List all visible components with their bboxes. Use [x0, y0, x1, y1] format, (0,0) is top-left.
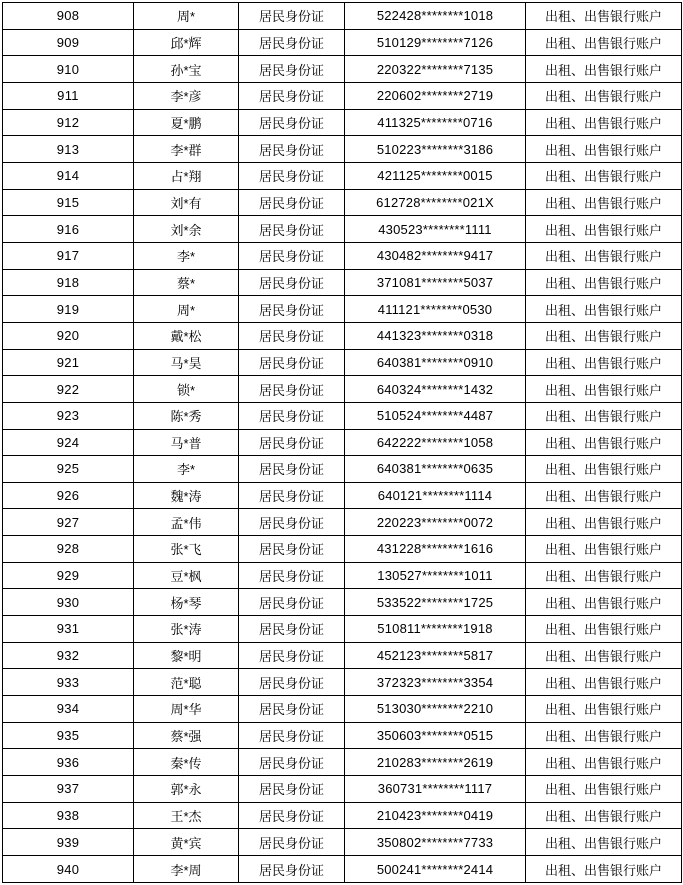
table-row: [3, 189, 682, 216]
cell-violation: 出租、出售银行账户: [526, 802, 682, 829]
cell-name: 黄*宾: [134, 829, 239, 856]
cell-id_type: 居民身份证: [239, 509, 345, 536]
cell-id_type: 居民身份证: [239, 456, 345, 483]
cell-id_type: 居民身份证: [239, 856, 345, 883]
cell-no: 933: [3, 669, 134, 696]
cell-violation: 出租、出售银行账户: [526, 216, 682, 243]
cell-violation: 出租、出售银行账户: [526, 376, 682, 403]
table-row: [3, 56, 682, 83]
cell-violation: 出租、出售银行账户: [526, 562, 682, 589]
table-row: [3, 669, 682, 696]
table-row: [3, 3, 682, 30]
penalty-table-body: [3, 3, 682, 883]
cell-name: 豆*枫: [134, 562, 239, 589]
cell-violation: 出租、出售银行账户: [526, 162, 682, 189]
cell-no: 935: [3, 722, 134, 749]
cell-id_number: 220322********7135: [345, 56, 526, 83]
cell-name: 周*: [134, 296, 239, 323]
cell-id_number: 421125********0015: [345, 162, 526, 189]
cell-id_type: 居民身份证: [239, 3, 345, 30]
table-row: [3, 696, 682, 723]
cell-id_type: 居民身份证: [239, 29, 345, 56]
table-row: [3, 456, 682, 483]
cell-violation: 出租、出售银行账户: [526, 696, 682, 723]
cell-no: 919: [3, 296, 134, 323]
cell-id_type: 居民身份证: [239, 216, 345, 243]
cell-id_type: 居民身份证: [239, 376, 345, 403]
table-row: [3, 829, 682, 856]
table-row: [3, 856, 682, 883]
cell-name: 马*普: [134, 429, 239, 456]
cell-id_number: 510811********1918: [345, 616, 526, 643]
cell-name: 蔡*强: [134, 722, 239, 749]
cell-id_type: 居民身份证: [239, 536, 345, 563]
cell-no: 911: [3, 82, 134, 109]
cell-no: 928: [3, 536, 134, 563]
cell-name: 周*华: [134, 696, 239, 723]
cell-id_number: 430482********9417: [345, 242, 526, 269]
table-row: [3, 109, 682, 136]
cell-id_number: 640324********1432: [345, 376, 526, 403]
cell-id_type: 居民身份证: [239, 802, 345, 829]
cell-no: 930: [3, 589, 134, 616]
cell-id_number: 350603********0515: [345, 722, 526, 749]
cell-no: 924: [3, 429, 134, 456]
cell-violation: 出租、出售银行账户: [526, 856, 682, 883]
table-row: [3, 482, 682, 509]
cell-id_type: 居民身份证: [239, 189, 345, 216]
cell-no: 918: [3, 269, 134, 296]
cell-no: 938: [3, 802, 134, 829]
table-row: [3, 322, 682, 349]
cell-name: 李*彦: [134, 82, 239, 109]
cell-id_type: 居民身份证: [239, 776, 345, 803]
cell-violation: 出租、出售银行账户: [526, 589, 682, 616]
cell-no: 909: [3, 29, 134, 56]
cell-name: 魏*涛: [134, 482, 239, 509]
cell-id_type: 居民身份证: [239, 562, 345, 589]
table-row: [3, 642, 682, 669]
cell-id_number: 220223********0072: [345, 509, 526, 536]
cell-id_type: 居民身份证: [239, 589, 345, 616]
cell-violation: 出租、出售银行账户: [526, 829, 682, 856]
cell-id_type: 居民身份证: [239, 296, 345, 323]
cell-name: 锁*: [134, 376, 239, 403]
table-row: [3, 376, 682, 403]
table-row: [3, 82, 682, 109]
cell-name: 邱*辉: [134, 29, 239, 56]
cell-id_type: 居民身份证: [239, 269, 345, 296]
cell-violation: 出租、出售银行账户: [526, 669, 682, 696]
cell-id_number: 510524********4487: [345, 402, 526, 429]
cell-id_number: 220602********2719: [345, 82, 526, 109]
cell-id_type: 居民身份证: [239, 162, 345, 189]
cell-name: 王*杰: [134, 802, 239, 829]
cell-id_type: 居民身份证: [239, 722, 345, 749]
cell-violation: 出租、出售银行账户: [526, 109, 682, 136]
cell-name: 李*群: [134, 136, 239, 163]
cell-name: 刘*有: [134, 189, 239, 216]
cell-violation: 出租、出售银行账户: [526, 642, 682, 669]
cell-violation: 出租、出售银行账户: [526, 189, 682, 216]
cell-id_number: 510129********7126: [345, 29, 526, 56]
cell-id_number: 510223********3186: [345, 136, 526, 163]
cell-violation: 出租、出售银行账户: [526, 242, 682, 269]
cell-no: 914: [3, 162, 134, 189]
table-row: [3, 562, 682, 589]
cell-name: 蔡*: [134, 269, 239, 296]
table-row: [3, 296, 682, 323]
cell-id_number: 411325********0716: [345, 109, 526, 136]
table-row: [3, 749, 682, 776]
cell-violation: 出租、出售银行账户: [526, 56, 682, 83]
cell-id_type: 居民身份证: [239, 642, 345, 669]
cell-name: 杨*琴: [134, 589, 239, 616]
cell-name: 孟*伟: [134, 509, 239, 536]
cell-no: 916: [3, 216, 134, 243]
cell-violation: 出租、出售银行账户: [526, 776, 682, 803]
cell-name: 李*: [134, 456, 239, 483]
cell-no: 940: [3, 856, 134, 883]
cell-id_type: 居民身份证: [239, 482, 345, 509]
cell-id_type: 居民身份证: [239, 749, 345, 776]
penalty-list-table: [2, 2, 682, 883]
cell-name: 马*昊: [134, 349, 239, 376]
table-row: [3, 136, 682, 163]
cell-violation: 出租、出售银行账户: [526, 616, 682, 643]
cell-id_type: 居民身份证: [239, 429, 345, 456]
cell-no: 931: [3, 616, 134, 643]
table-row: [3, 802, 682, 829]
table-row: [3, 269, 682, 296]
cell-name: 夏*鹏: [134, 109, 239, 136]
cell-no: 923: [3, 402, 134, 429]
cell-violation: 出租、出售银行账户: [526, 429, 682, 456]
cell-no: 915: [3, 189, 134, 216]
cell-no: 910: [3, 56, 134, 83]
cell-no: 920: [3, 322, 134, 349]
cell-no: 921: [3, 349, 134, 376]
cell-violation: 出租、出售银行账户: [526, 29, 682, 56]
cell-violation: 出租、出售银行账户: [526, 3, 682, 30]
cell-id_number: 642222********1058: [345, 429, 526, 456]
cell-id_number: 513030********2210: [345, 696, 526, 723]
cell-id_type: 居民身份证: [239, 242, 345, 269]
cell-no: 912: [3, 109, 134, 136]
cell-id_number: 372323********3354: [345, 669, 526, 696]
cell-id_type: 居民身份证: [239, 616, 345, 643]
table-row: [3, 29, 682, 56]
cell-id_number: 210423********0419: [345, 802, 526, 829]
cell-id_number: 371081********5037: [345, 269, 526, 296]
cell-id_type: 居民身份证: [239, 109, 345, 136]
cell-no: 925: [3, 456, 134, 483]
cell-name: 范*聪: [134, 669, 239, 696]
cell-id_number: 130527********1011: [345, 562, 526, 589]
cell-no: 926: [3, 482, 134, 509]
cell-no: 939: [3, 829, 134, 856]
cell-id_number: 210283********2619: [345, 749, 526, 776]
table-row: [3, 616, 682, 643]
table-row: [3, 162, 682, 189]
cell-no: 908: [3, 3, 134, 30]
cell-no: 913: [3, 136, 134, 163]
cell-name: 李*: [134, 242, 239, 269]
cell-id_type: 居民身份证: [239, 669, 345, 696]
table-row: [3, 242, 682, 269]
cell-id_number: 452123********5817: [345, 642, 526, 669]
cell-id_number: 640121********1114: [345, 482, 526, 509]
cell-name: 郭*永: [134, 776, 239, 803]
cell-violation: 出租、出售银行账户: [526, 536, 682, 563]
cell-no: 936: [3, 749, 134, 776]
cell-id_type: 居民身份证: [239, 829, 345, 856]
cell-id_number: 441323********0318: [345, 322, 526, 349]
table-row: [3, 429, 682, 456]
cell-violation: 出租、出售银行账户: [526, 722, 682, 749]
cell-id_number: 640381********0910: [345, 349, 526, 376]
cell-violation: 出租、出售银行账户: [526, 82, 682, 109]
cell-name: 张*飞: [134, 536, 239, 563]
cell-violation: 出租、出售银行账户: [526, 136, 682, 163]
cell-id_number: 533522********1725: [345, 589, 526, 616]
cell-id_number: 430523********1111: [345, 216, 526, 243]
cell-id_type: 居民身份证: [239, 136, 345, 163]
table-row: [3, 589, 682, 616]
cell-id_number: 350802********7733: [345, 829, 526, 856]
cell-id_number: 500241********2414: [345, 856, 526, 883]
cell-violation: 出租、出售银行账户: [526, 322, 682, 349]
cell-name: 陈*秀: [134, 402, 239, 429]
cell-no: 929: [3, 562, 134, 589]
table-row: [3, 349, 682, 376]
cell-violation: 出租、出售银行账户: [526, 482, 682, 509]
cell-violation: 出租、出售银行账户: [526, 269, 682, 296]
cell-id_number: 640381********0635: [345, 456, 526, 483]
cell-id_type: 居民身份证: [239, 349, 345, 376]
cell-id_number: 612728********021X: [345, 189, 526, 216]
cell-id_number: 411121********0530: [345, 296, 526, 323]
cell-no: 917: [3, 242, 134, 269]
table-row: [3, 776, 682, 803]
cell-id_type: 居民身份证: [239, 402, 345, 429]
cell-id_type: 居民身份证: [239, 696, 345, 723]
cell-id_type: 居民身份证: [239, 322, 345, 349]
cell-violation: 出租、出售银行账户: [526, 402, 682, 429]
cell-id_number: 522428********1018: [345, 3, 526, 30]
cell-name: 秦*传: [134, 749, 239, 776]
table-row: [3, 722, 682, 749]
cell-violation: 出租、出售银行账户: [526, 456, 682, 483]
table-row: [3, 402, 682, 429]
cell-no: 934: [3, 696, 134, 723]
cell-no: 937: [3, 776, 134, 803]
cell-no: 927: [3, 509, 134, 536]
cell-id_number: 431228********1616: [345, 536, 526, 563]
cell-name: 戴*松: [134, 322, 239, 349]
cell-id_number: 360731********1117: [345, 776, 526, 803]
cell-violation: 出租、出售银行账户: [526, 296, 682, 323]
cell-name: 黎*明: [134, 642, 239, 669]
cell-violation: 出租、出售银行账户: [526, 509, 682, 536]
cell-name: 孙*宝: [134, 56, 239, 83]
cell-id_type: 居民身份证: [239, 56, 345, 83]
cell-violation: 出租、出售银行账户: [526, 749, 682, 776]
cell-no: 922: [3, 376, 134, 403]
table-row: [3, 536, 682, 563]
cell-name: 周*: [134, 3, 239, 30]
cell-name: 张*涛: [134, 616, 239, 643]
cell-name: 李*周: [134, 856, 239, 883]
table-row: [3, 509, 682, 536]
cell-violation: 出租、出售银行账户: [526, 349, 682, 376]
cell-no: 932: [3, 642, 134, 669]
cell-name: 刘*余: [134, 216, 239, 243]
cell-name: 占*翔: [134, 162, 239, 189]
cell-id_type: 居民身份证: [239, 82, 345, 109]
table-row: [3, 216, 682, 243]
